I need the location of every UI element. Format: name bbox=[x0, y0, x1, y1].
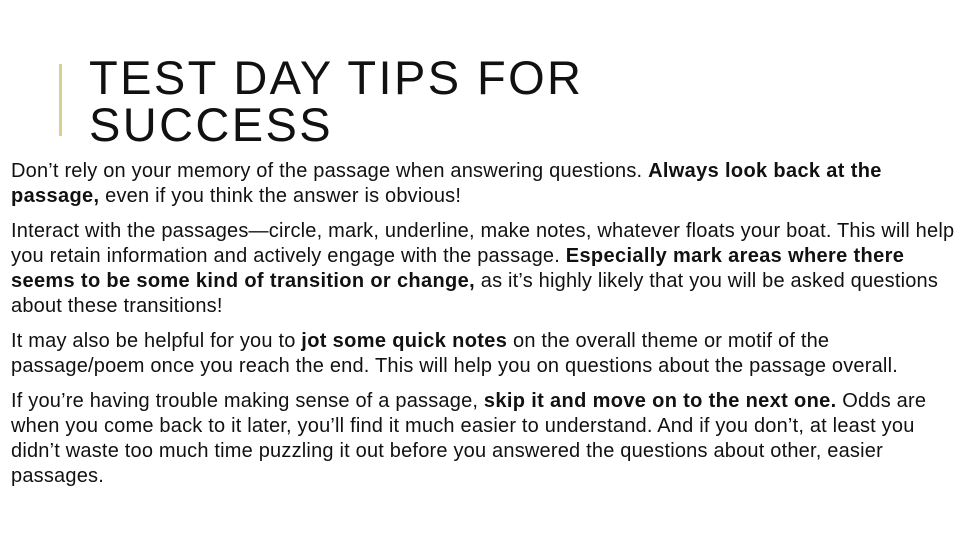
tip-4-emphasis: skip it and move on to the next one. bbox=[483, 390, 837, 412]
tip-paragraph-1 bbox=[11, 159, 956, 209]
tip-1-text-b: even if you think the answer is obvious! bbox=[99, 185, 462, 207]
tip-paragraph-2 bbox=[11, 219, 956, 319]
title-accent-bar bbox=[59, 64, 62, 136]
tip-3-emphasis: jot some quick notes bbox=[301, 330, 508, 352]
slide-title-line-1: TEST DAY TIPS FOR bbox=[89, 51, 584, 104]
tip-1-emphasis: Always look back at the passage, bbox=[11, 160, 882, 207]
tip-3-text-b: on the overall theme or motif of the passage/poem once you reach the end. This will help you on questions about the passage overall. bbox=[11, 330, 898, 377]
tip-2-text-a: Interact with the passages—circle, mark, underline, make notes, whatever floats your boat. This will help you retain information and actively engage with the passage. bbox=[11, 220, 955, 267]
tip-2-emphasis: Especially mark areas where there seems to be some kind of transition or change, bbox=[11, 245, 905, 292]
tip-3-text-a: It may also be helpful for you to bbox=[11, 330, 302, 352]
tip-4-text-a: If you’re having trouble making sense of a passage, bbox=[11, 390, 484, 412]
tip-1-text-a: Don’t rely on your memory of the passage when answering questions. bbox=[11, 160, 649, 182]
tip-paragraph-3 bbox=[11, 329, 956, 379]
slide-body bbox=[11, 159, 956, 499]
tip-2-text-b: as it’s highly likely that you will be asked questions about these transitions! bbox=[11, 270, 939, 317]
tip-4-text-b: Odds are when you come back to it later, you’ll find it much easier to understand. And if you don’t, at least you didn’t waste too much time puzzling it out before you answered the questions about other, easier passages. bbox=[11, 390, 927, 487]
slide-title bbox=[89, 51, 584, 151]
tip-paragraph-4 bbox=[11, 389, 956, 489]
slide-title-line-2: SUCCESS bbox=[89, 98, 334, 151]
